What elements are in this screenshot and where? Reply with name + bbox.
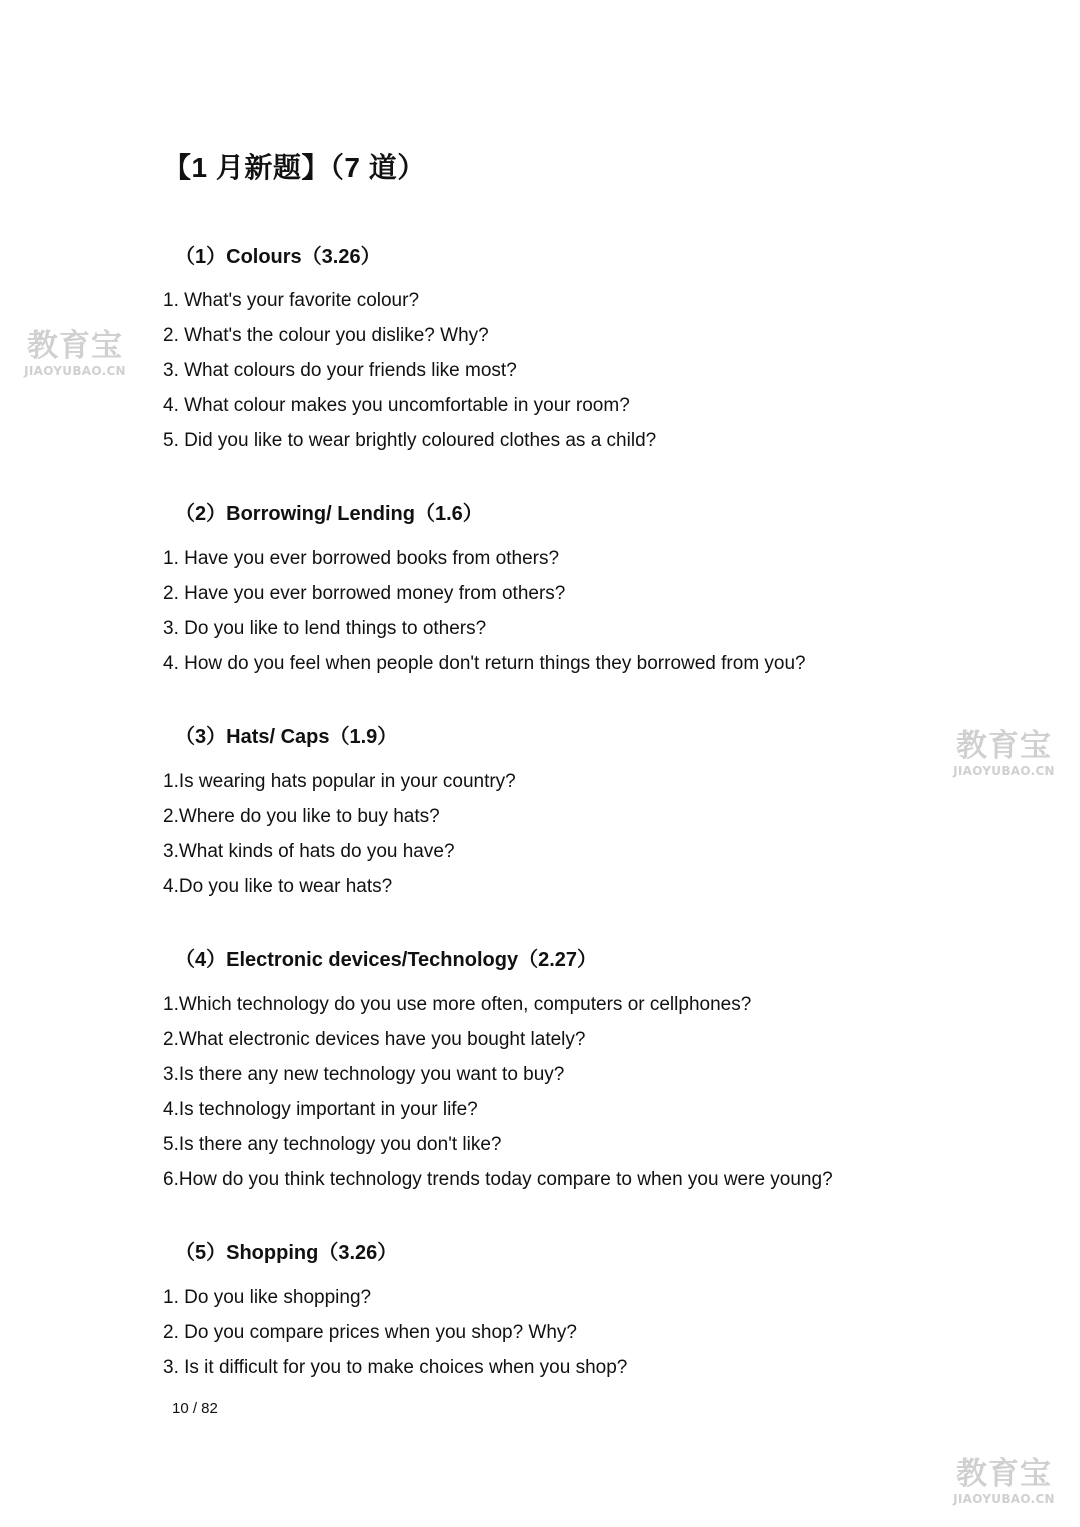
question-list-shopping (163, 1280, 627, 1385)
watermark-name: 教育宝 (27, 328, 123, 364)
watermark-domain: JIAOYUBAO.CN (953, 1492, 1055, 1506)
watermark-domain: JIAOYUBAO.CN (24, 364, 126, 378)
watermark-logo (19, 328, 131, 378)
question-item: 1.Which technology do you use more often, computers or cellphones? (163, 994, 752, 1015)
question-item: 2. Do you compare prices when you shop? Why? (163, 1322, 577, 1343)
question-item: 3.Is there any new technology you want to buy? (163, 1064, 565, 1085)
watermark-logo (948, 728, 1060, 778)
question-list-colours (163, 283, 656, 458)
question-item: 4.Is technology important in your life? (163, 1099, 478, 1120)
watermark-domain: JIAOYUBAO.CN (953, 764, 1055, 778)
watermark-name: 教育宝 (956, 1456, 1052, 1492)
question-item: 2. Have you ever borrowed money from others? (163, 583, 566, 604)
question-list-borrowing-lending (163, 541, 806, 681)
question-list-hats-caps (163, 764, 516, 904)
question-list-electronic-devices (163, 987, 833, 1197)
question-item: 1. Have you ever borrowed books from others? (163, 548, 560, 569)
section-heading-colours: （1）Colours（3.26） (175, 246, 381, 268)
question-item: 4.Do you like to wear hats? (163, 876, 393, 897)
question-item: 6.How do you think technology trends today compare to when you were young? (163, 1169, 833, 1190)
section-heading-shopping: （5）Shopping（3.26） (175, 1242, 398, 1264)
page-title: 【1 月新题】（7 道） (163, 152, 426, 183)
watermark-logo (948, 1456, 1060, 1506)
question-item: 4. How do you feel when people don't return things they borrowed from you? (163, 653, 806, 674)
question-item: 1.Is wearing hats popular in your country? (163, 771, 516, 792)
question-item: 2.What electronic devices have you bought lately? (163, 1029, 586, 1050)
question-item: 3.What kinds of hats do you have? (163, 841, 455, 862)
question-item: 2.Where do you like to buy hats? (163, 806, 440, 827)
question-item: 5. Did you like to wear brightly coloured clothes as a child? (163, 430, 657, 451)
watermark-name: 教育宝 (956, 728, 1052, 764)
question-item: 1. Do you like shopping? (163, 1287, 372, 1308)
question-item: 3. What colours do your friends like most? (163, 360, 517, 381)
section-heading-hats-caps: （3）Hats/ Caps（1.9） (175, 726, 398, 748)
question-item: 4. What colour makes you uncomfortable in your room? (163, 395, 630, 416)
question-item: 5.Is there any technology you don't like? (163, 1134, 502, 1155)
question-item: 3. Is it difficult for you to make choices when you shop? (163, 1357, 628, 1378)
section-heading-electronic-devices: （4）Electronic devices/Technology（2.27） (175, 949, 597, 971)
question-item: 1. What's your favorite colour? (163, 290, 420, 311)
question-item: 2. What's the colour you dislike? Why? (163, 325, 489, 346)
section-heading-borrowing-lending: （2）Borrowing/ Lending（1.6） (175, 503, 483, 525)
page-number: 10 / 82 (172, 1400, 218, 1417)
question-item: 3. Do you like to lend things to others? (163, 618, 487, 639)
